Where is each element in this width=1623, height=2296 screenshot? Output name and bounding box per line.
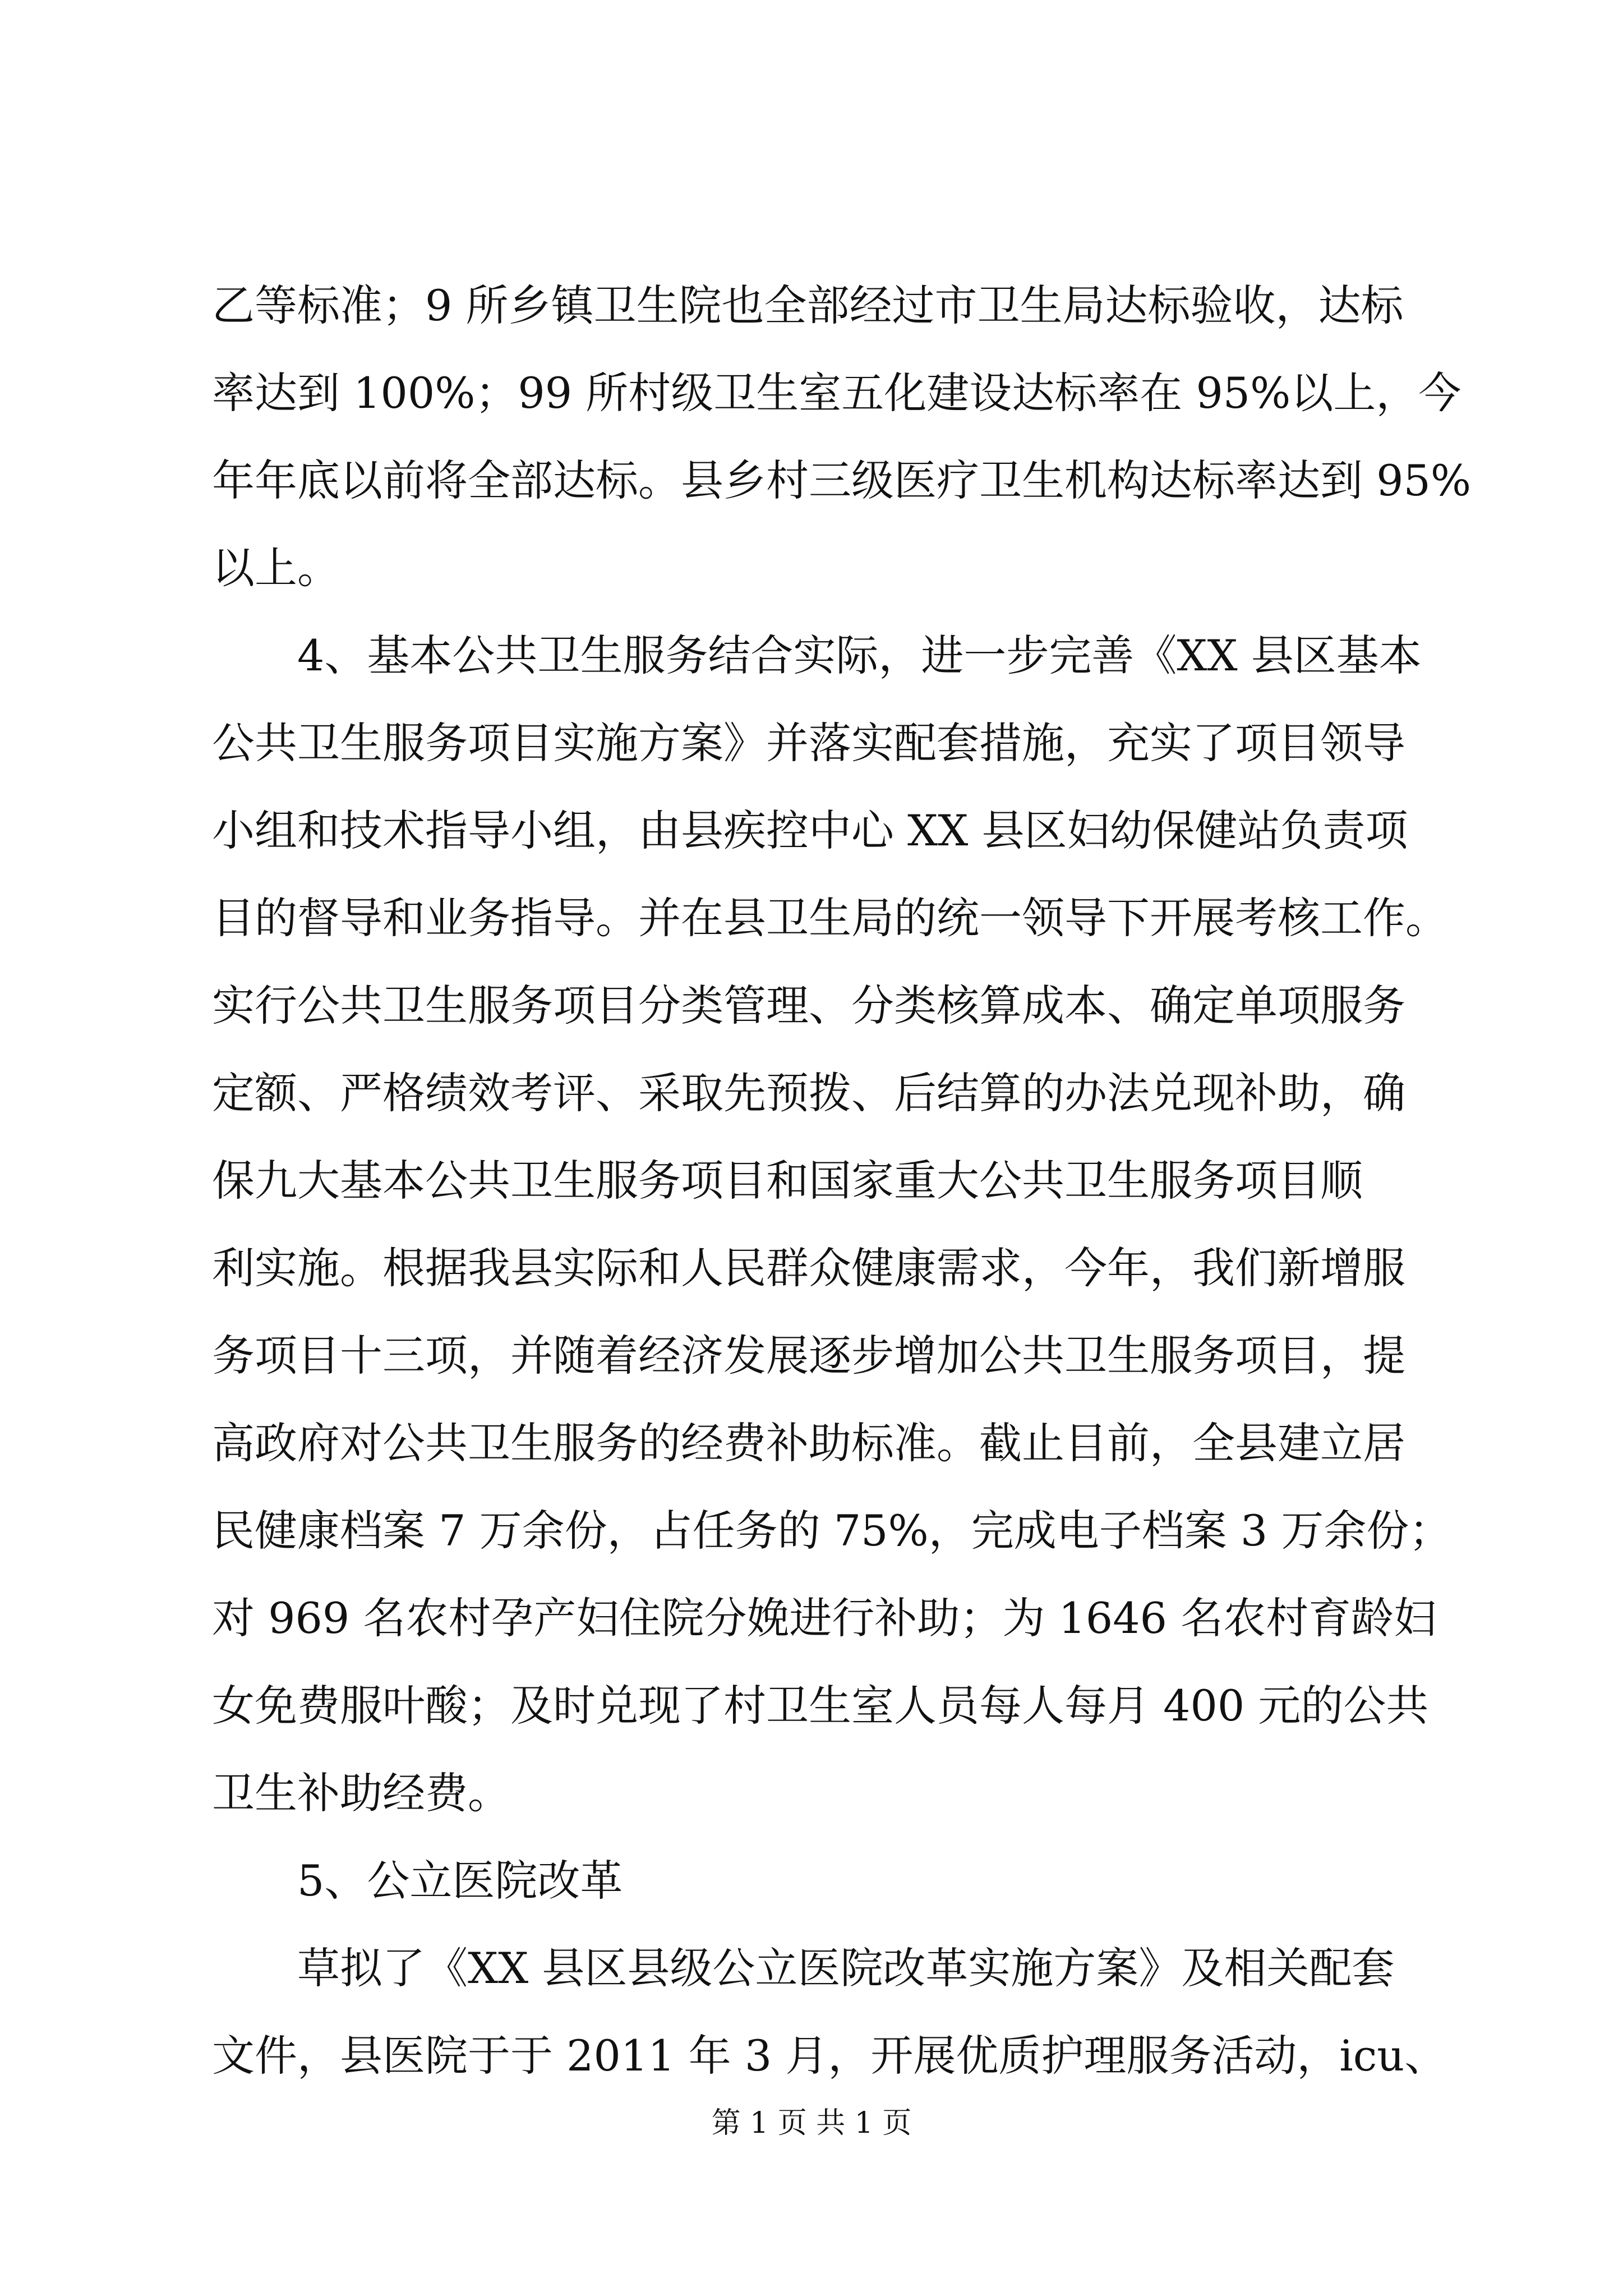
paragraph-start-line: 4、基本公共卫生服务结合实际，进一步完善《XX 县区基本 [297,631,1422,680]
section-heading: 5、公立医院改革 [297,1856,623,1906]
page-footer [0,2106,1623,2140]
document-body [212,262,1472,2100]
text-line: 定额、严格绩效考评、采取先预拨、后结算的办法兑现补助，确 [212,1068,1405,1118]
text-line: 对 969 名农村孕产妇住院分娩进行补助；为 1646 名农村育龄妇 [212,1593,1437,1643]
text-line: 民健康档案 7 万余份，占任务的 75%，完成电子档案 3 万余份； [212,1506,1452,1556]
text-line: 小组和技术指导小组，由县疾控中心 XX 县区妇幼保健站负责项 [212,806,1408,855]
page-number-label: 第 1 页 共 1 页 [711,2106,912,2140]
text-line: 率达到 100%；99 所村级卫生室五化建设达标率在 95%以上，今 [212,368,1461,418]
text-line: 高政府对公共卫生服务的经费补助标准。截止目前，全县建立居 [212,1418,1405,1468]
text-line: 女免费服叶酸；及时兑现了村卫生室人员每人每月 400 元的公共 [212,1681,1429,1731]
text-line: 保九大基本公共卫生服务项目和国家重大公共卫生服务项目顺 [212,1156,1363,1205]
text-line: 利实施。根据我县实际和人民群众健康需求，今年，我们新增服 [212,1243,1405,1293]
text-line: 文件，县医院于于 2011 年 3 月，开展优质护理服务活动，icu、 [212,2031,1447,2081]
text-line: 目的督导和业务指导。并在县卫生局的统一领导下开展考核工作。 [212,893,1448,943]
text-line: 卫生补助经费。 [212,1768,510,1818]
text-line: 乙等标准；9 所乡镇卫生院也全部经过市卫生局达标验收，达标 [212,280,1404,330]
text-line: 以上。 [212,543,340,593]
text-line: 公共卫生服务项目实施方案》并落实配套措施，充实了项目领导 [212,718,1405,768]
text-line: 年年底以前将全部达标。县乡村三级医疗卫生机构达标率达到 95% [212,455,1472,505]
text-line: 实行公共卫生服务项目分类管理、分类核算成本、确定单项服务 [212,981,1405,1030]
text-line: 务项目十三项，并随着经济发展逐步增加公共卫生服务项目，提 [212,1331,1405,1381]
paragraph-start-line: 草拟了《XX 县区县级公立医院改革实施方案》及相关配套 [297,1943,1395,1993]
